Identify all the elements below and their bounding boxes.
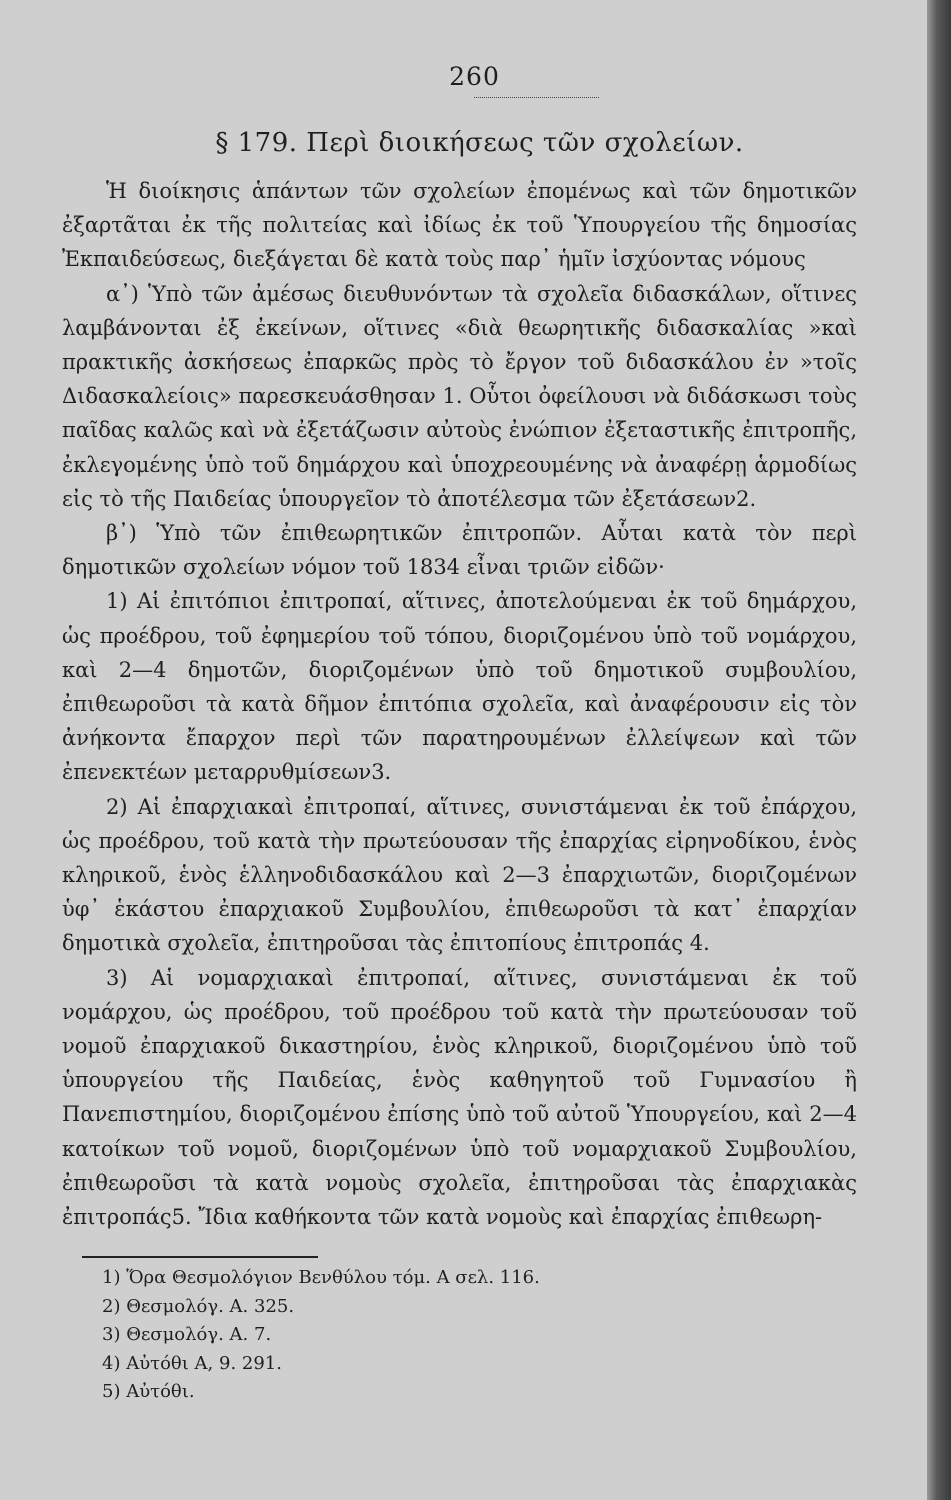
footnote-4: 4) Αὐτόθι Α, 9. 291. (102, 1352, 282, 1374)
footnote-5: 5) Αὐτόθι. (102, 1380, 195, 1402)
paragraph-provincial-committees: 2) Αἱ ἐπαρχιακαὶ ἐπιτροπαί, αἵτινες, συνιστάμεναι ἐκ τοῦ ἐπάρχου, ὡς προέδρου, τοῦ κατὰ τὴν πρωτεύουσαν τῆς ἐπαρχίας εἰρηνοδίκου, ἑνὸς κληρικοῦ, ἑνὸς ἑλληνοδιδασκάλου καὶ 2—3 ἐπαρχιωτῶν, διοριζομένων ὑφ᾿ ἑκάστου ἐπαρχιακοῦ Συμβουλίου, ἐπιθεωροῦσι τὰ κατ᾿ ἐπαρχίαν δημοτικὰ σχολεῖα, ἐπιτηροῦσαι τὰς ἐπιτοπίους ἐπιτροπάς 4. (62, 794, 857, 956)
footnote-3: 3) Θεσμολόγ. Α. 7. (102, 1324, 272, 1346)
body-text (62, 174, 857, 1234)
footnote-2: 2) Θεσμολόγ. Α. 325. (102, 1295, 295, 1317)
paragraph-beta: β᾿) Ὑπὸ τῶν ἐπιθεωρητικῶν ἐπιτροπῶν. Αὗται κατὰ τὸν περὶ δημοτικῶν σχολείων νόμον τοῦ 1834 εἶναι τριῶν εἰδῶν· (62, 521, 857, 580)
footnote-rule (82, 1256, 318, 1258)
footnotes (102, 1264, 857, 1406)
paragraph-prefectural-committees: 3) Αἱ νομαρχιακαὶ ἐπιτροπαί, αἵτινες, συνιστάμεναι ἐκ τοῦ νομάρχου, ὡς προέδρου, τοῦ προέδρου τοῦ κατὰ τὴν πρωτεύουσαν τοῦ νομοῦ ἐπαρχιακοῦ δικαστηρίου, ἑνὸς κληρικοῦ, διοριζομένου ὑπὸ τοῦ ὑπουργείου τῆς Παιδείας, ἑνὸς καθηγητοῦ τοῦ Γυμνασίου ἢ Πανεπιστημίου, διοριζομένου ἐπίσης ὑπὸ τοῦ αὐτοῦ Ὑπουργείου, καὶ 2—4 κατοίκων τοῦ νομοῦ, διοριζομένων ὑπὸ τοῦ νομαρχιακοῦ Συμβουλίου, ἐπιθεωροῦσι τὰ κατὰ νομοὺς σχολεῖα, ἐπιτηροῦσαι τὰς ἐπαρχιακὰς ἐπιτροπάς5. Ἴδια καθήκοντα τῶν κατὰ νομοὺς καὶ ἐπαρχίας ἐπιθεωρη- (62, 965, 857, 1230)
paragraph-intro: Ἡ διοίκησις ἁπάντων τῶν σχολείων ἐπομένως καὶ τῶν δημοτικῶν ἐξαρτᾶται ἐκ τῆς πολιτείας καὶ ἰδίως ἐκ τοῦ Ὑπουργείου τῆς δημοσίας Ἐκπαιδεύσεως, διεξάγεται δὲ κατὰ τοὺς παρ᾿ ἡμῖν ἰσχύοντας νόμους (62, 179, 857, 272)
page-number-rule (474, 97, 599, 98)
page-number: 260 (449, 62, 500, 91)
page-edge-shadow (927, 0, 951, 1500)
paragraph-alpha: α᾿) Ὑπὸ τῶν ἀμέσως διευθυνόντων τὰ σχολεῖα διδασκάλων, οἵτινες λαμβάνονται ἐξ ἐκείνων, οἵτινες «διὰ θεωρητικῆς διδασκαλίας »καὶ πρακτικῆς ἀσκήσεως ἐπαρκῶς πρὸς τὸ ἔργον τοῦ διδασκάλου ἐν »τοῖς Διδασκαλείοις» παρεσκευάσθησαν 1. Οὗτοι ὀφείλουσι νὰ διδάσκωσι τοὺς παῖδας καλῶς καὶ νὰ ἐξετάζωσιν αὐτοὺς ἐνώπιον ἐξεταστικῆς ἐπιτροπῆς, ἐκλεγομένης ὑπὸ τοῦ δημάρχου καὶ ὑποχρεουμένης νὰ ἀναφέρῃ ἁρμοδίως εἰς τὸ τῆς Παιδείας ὑπουργεῖον τὸ ἀποτέλεσμα τῶν ἐξετάσεων2. (62, 281, 857, 511)
paragraph-local-committees: 1) Αἱ ἐπιτόπιοι ἐπιτροπαί, αἵτινες, ἀποτελούμεναι ἐκ τοῦ δημάρχου, ὡς προέδρου, τοῦ ἐφημερίου τοῦ τόπου, διοριζομένου ὑπὸ τοῦ νομάρχου, καὶ 2—4 δημοτῶν, διοριζομένων ὑπὸ τοῦ δημοτικοῦ συμβουλίου, ἐπιθεωροῦσι τὰ κατὰ δῆμον ἐπιτόπια σχολεῖα, καὶ ἀναφέρουσιν εἰς τὸν ἀνήκοντα ἔπαρχον περὶ τῶν παρατηρουμένων ἐλλείψεων καὶ τῶν ἐπενεκτέων μεταρρυθμίσεων3. (62, 589, 857, 785)
section-heading: § 179. Περὶ διοικήσεως τῶν σχολείων. (215, 128, 744, 158)
footnote-1: 1) Ὅρα Θεσμολόγιον Βενθύλου τόμ. Α σελ. 116. (102, 1267, 540, 1289)
